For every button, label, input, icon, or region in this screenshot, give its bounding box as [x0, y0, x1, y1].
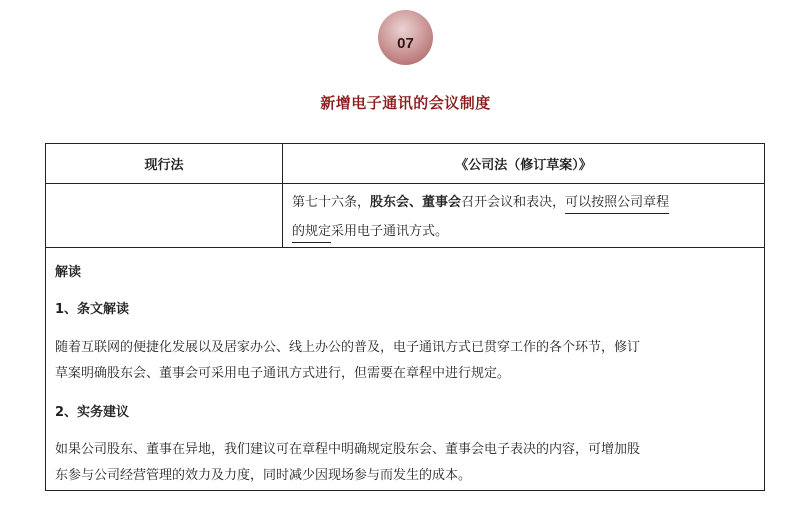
section2-title: 2、实务建议	[55, 405, 130, 420]
table-row	[46, 184, 764, 248]
section2-line2: 东参与公司经营管理的效力及力度，同时减少因现场参与而发生的成本。	[55, 468, 472, 483]
current-law-cell	[46, 184, 283, 247]
article-bold-shareholders: 股东会	[370, 195, 410, 210]
draft-article-text	[292, 188, 754, 246]
section-number: 07	[397, 35, 414, 52]
interpretation-heading: 解读	[55, 265, 82, 280]
section1-line1: 随着互联网的便捷化发展以及居家办公、线上办公的普及，电子通讯方式已贯穿工作的各个环节，修订	[55, 340, 641, 355]
page-title: 新增电子通讯的会议制度	[320, 94, 491, 112]
section1-line2: 草案明确股东会、董事会可采用电子通讯方式进行，但需要在章程中进行规定。	[55, 366, 511, 381]
header-draft: 《公司法（修订草案）》	[455, 158, 592, 173]
header-current-law: 现行法	[46, 144, 283, 183]
article-bold-board: 董事会	[422, 195, 462, 210]
article-underline-1: 可以按照公司章程	[565, 195, 670, 210]
section-number-badge	[378, 10, 433, 65]
section1-title: 1、条文解读	[55, 302, 130, 317]
draft-cell	[283, 184, 764, 247]
section2-line1: 如果公司股东、董事在异地，我们建议可在章程中明确规定股东会、董事会电子表决的内容，可增加股	[55, 442, 641, 457]
article-underline-2: 的规定	[292, 224, 332, 239]
article-prefix: 第七十六条，	[292, 195, 371, 210]
comparison-table	[45, 143, 765, 491]
article-suffix: 采用电子通讯方式。	[331, 224, 449, 239]
article-bold-separator: 、	[409, 195, 423, 210]
article-middle: 召开会议和表决，	[461, 195, 566, 210]
table-header-row	[46, 144, 764, 184]
